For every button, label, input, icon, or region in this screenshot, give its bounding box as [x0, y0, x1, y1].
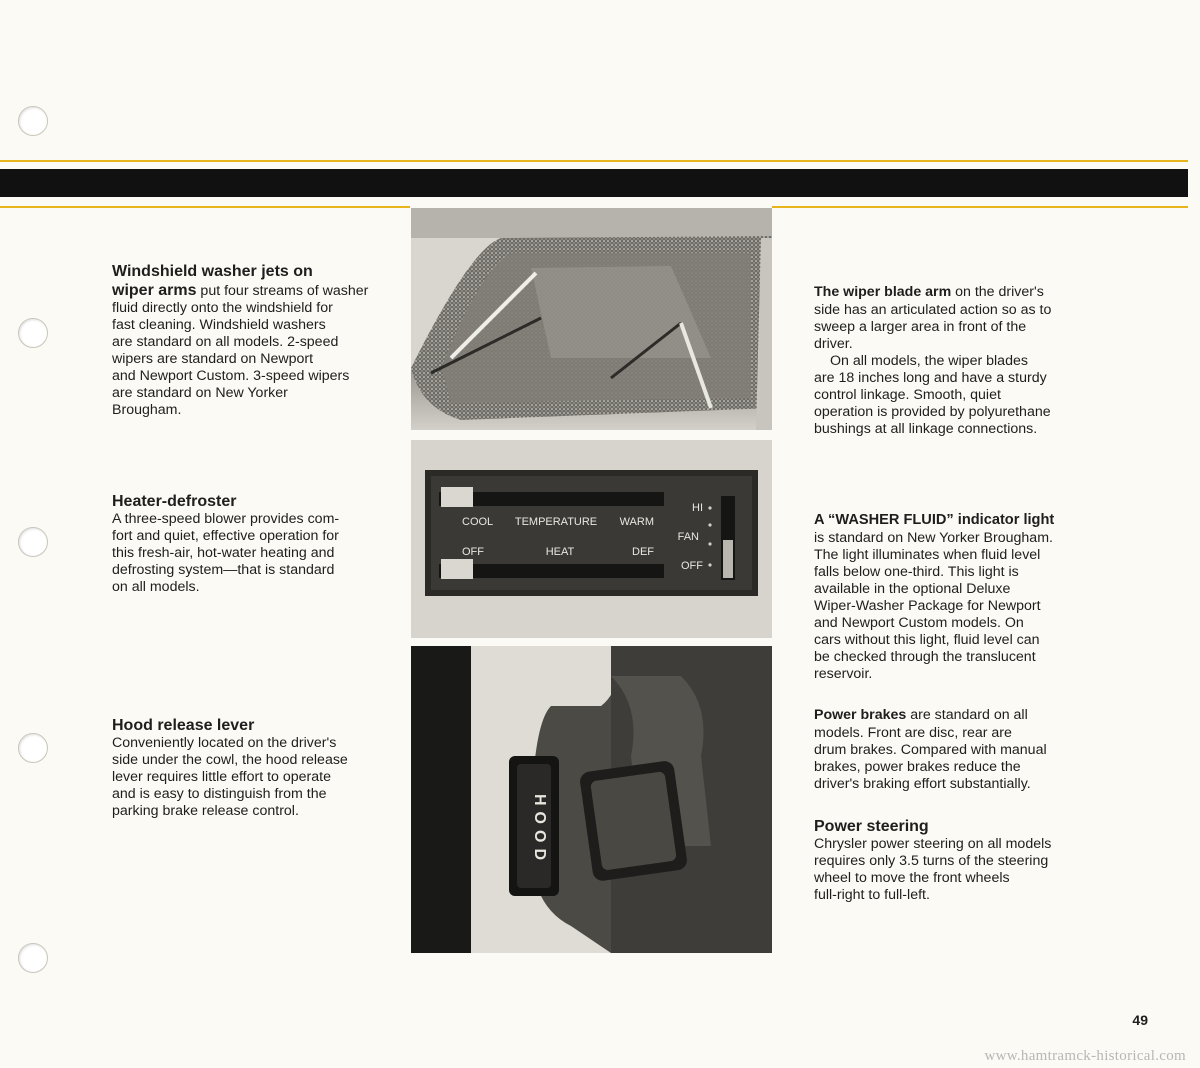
text-line: requires only 3.5 turns of the steering [814, 853, 1049, 869]
text-line: sweep a larger area in front of the [814, 319, 1027, 335]
text-line: A three-speed blower provides com- [112, 511, 340, 527]
steering-section [814, 817, 1104, 904]
text-line: full-right to full-left. [814, 887, 930, 903]
wiper-arm-section [814, 283, 1104, 438]
text-line: wheel to move the front wheels [814, 870, 1010, 886]
text-line: The light illuminates when fluid level [814, 547, 1041, 563]
text-line: and Newport Custom. 3-speed wipers [112, 368, 350, 384]
header-rule-bottom-left [0, 206, 410, 208]
text-line: Brougham. [112, 402, 182, 418]
text-line: and is easy to distinguish from the [112, 786, 327, 802]
text-line: operation is provided by polyurethane [814, 404, 1051, 420]
washer-body-first: put four streams of washer [196, 283, 369, 299]
brakes-lead-rest: are standard on all [906, 707, 1028, 723]
panel-label-temperature: TEMPERATURE [514, 516, 598, 528]
text-line: control linkage. Smooth, quiet [814, 387, 1001, 403]
text-line: models. Front are disc, rear are [814, 725, 1012, 741]
text-line: parking brake release control. [112, 803, 299, 819]
text-line: cars without this light, fluid level can [814, 632, 1040, 648]
binder-hole [18, 733, 48, 763]
header-rule-bottom-right [772, 206, 1188, 208]
watermark: www.hamtramck-historical.com [984, 1048, 1186, 1064]
text-line: Chrysler power steering on all models [814, 836, 1052, 852]
text-line: bushings at all linkage connections. [814, 421, 1038, 437]
page-number: 49 [1132, 1012, 1148, 1028]
heater-control-photo [411, 440, 772, 638]
fan-label-off: OFF [681, 560, 703, 572]
washer-light-section [814, 511, 1104, 683]
panel-label-cool: COOL [462, 516, 494, 528]
text-line: and Newport Custom models. On [814, 615, 1024, 631]
washer-heading: Windshield washer jets on [112, 263, 313, 280]
fan-label-hi: HI [692, 502, 703, 514]
fan-label-fan: FAN [677, 531, 699, 543]
heater-section [112, 492, 402, 596]
text-line: available in the optional Deluxe [814, 581, 1011, 597]
windshield-photo [411, 208, 772, 430]
header-rule-top [0, 160, 1188, 162]
text-line: falls below one-third. This light is [814, 564, 1019, 580]
binder-hole [18, 106, 48, 136]
panel-label-warm: WARM [619, 516, 654, 528]
text-line: driver's braking effort substantially. [814, 776, 1031, 792]
hood-section [112, 716, 402, 820]
panel-label-def: DEF [632, 546, 654, 558]
binder-hole [18, 318, 48, 348]
text-line: are standard on New Yorker [112, 385, 288, 401]
steering-heading: Power steering [814, 818, 929, 835]
text-line: brakes, power brakes reduce the [814, 759, 1021, 775]
brakes-section [814, 706, 1104, 793]
text-line: Conveniently located on the driver's [112, 735, 337, 751]
hood-handle-label: HOOD [531, 794, 548, 866]
text-line: drum brakes. Compared with manual [814, 742, 1047, 758]
hood-heading: Hood release lever [112, 717, 255, 734]
hood-release-photo [411, 646, 772, 953]
wiper-arm-lead: The wiper blade arm [814, 284, 952, 300]
binder-hole [18, 527, 48, 557]
brakes-lead: Power brakes [814, 707, 907, 723]
washer-light-heading: A “WASHER FLUID” indicator light [814, 512, 1055, 528]
text-line: this fresh-air, hot-water heating and [112, 545, 335, 561]
text-line: be checked through the translucent [814, 649, 1036, 665]
text-line: are standard on all models. 2-speed [112, 334, 339, 350]
washer-section [112, 262, 402, 419]
washer-heading-2: wiper arms [112, 282, 197, 299]
text-line: are 18 inches long and have a sturdy [814, 370, 1047, 386]
text-line: fluid directly onto the windshield for [112, 300, 333, 316]
text-line: is standard on New Yorker Brougham. [814, 530, 1053, 546]
text-line: lever requires little effort to operate [112, 769, 331, 785]
wiper-arm-lead-rest: on the driver's [951, 284, 1044, 300]
text-line: on all models. [112, 579, 200, 595]
binder-hole [18, 943, 48, 973]
text-line: fast cleaning. Windshield washers [112, 317, 326, 333]
text-line: On all models, the wiper blades [830, 353, 1028, 369]
panel-label-off: OFF [462, 546, 484, 558]
text-line: side has an articulated action so as to [814, 302, 1052, 318]
panel-label-heat: HEAT [545, 546, 575, 558]
text-line: wipers are standard on Newport [112, 351, 314, 367]
text-line: reservoir. [814, 666, 873, 682]
text-line: fort and quiet, effective operation for [112, 528, 339, 544]
text-line: defrosting system—that is standard [112, 562, 335, 578]
text-line: side under the cowl, the hood release [112, 752, 348, 768]
heater-heading: Heater-defroster [112, 493, 237, 510]
header-black-bar [0, 169, 1188, 197]
text-line: driver. [814, 336, 853, 352]
text-line: Wiper-Washer Package for Newport [814, 598, 1041, 614]
